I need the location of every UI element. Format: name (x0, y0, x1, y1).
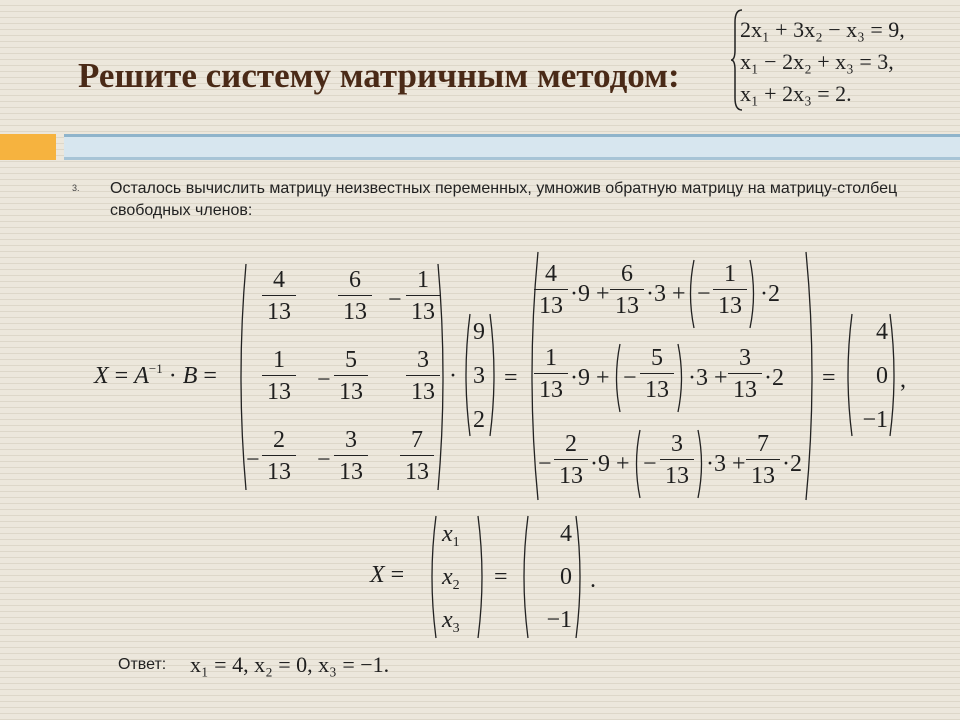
equals-2: = (822, 365, 836, 391)
inverse-a22-sign: − (317, 367, 331, 393)
inverse-a22: 5 13 (334, 348, 368, 404)
main-equation-lhs: $X = A^{-1} \cdot B$ = (94, 361, 217, 389)
inverse-a11: 4 13 (262, 268, 296, 324)
final-result-2: 0 (560, 564, 572, 590)
product-r2-minus: − (623, 365, 637, 391)
product-matrix-right-paren (804, 250, 820, 502)
product-r3-inner-left-paren (632, 428, 642, 500)
step-number: 3. (72, 183, 80, 193)
product-r3-term-c: ·2 (782, 451, 802, 477)
b-vector-left-paren (460, 312, 472, 438)
inverse-a33: 7 13 (400, 428, 434, 484)
product-r2-frac-a: 1 13 (534, 346, 568, 402)
product-r2-frac-c: 3 13 (728, 346, 762, 402)
product-r2-frac-b: 5 13 (640, 346, 674, 402)
final-vars-left-paren (426, 514, 438, 640)
b-vector-2: 3 (473, 363, 485, 389)
product-r2-term-a: ·9 + (570, 365, 610, 391)
b-vector-right-paren (488, 312, 500, 438)
final-result-3: −1 (546, 607, 572, 633)
accent-bar-orange (0, 134, 56, 160)
inverse-a31: 2 13 (262, 428, 296, 484)
answer-text: x₁ = 4, x₂ = 0, x₃ = −1. (190, 652, 390, 677)
product-r1-term-a: ·9 + (570, 281, 610, 307)
equation-system (740, 14, 905, 110)
final-var-1: $x_1$ (442, 521, 460, 550)
final-var-3: $x_3$ (442, 607, 460, 636)
final-period: . (590, 567, 596, 593)
inverse-a21: 1 13 (262, 348, 296, 404)
final-result-1: 4 (560, 521, 572, 547)
equals-1: = (504, 365, 518, 391)
product-r2-term-c: ·2 (764, 365, 784, 391)
product-r1-minus: − (697, 281, 711, 307)
product-r1-inner-left-paren (686, 258, 696, 330)
result-2: 0 (876, 363, 888, 389)
product-r3-frac-a: 2 13 (554, 432, 588, 488)
accent-bar-blue (64, 134, 960, 160)
product-r3-term-b: ·3 + (706, 451, 746, 477)
final-lhs: X = (370, 562, 405, 588)
equation-3: x₁ + 2x₃ = 2. (740, 81, 852, 106)
result-comma: , (900, 367, 906, 393)
product-r3-term-a: ·9 + (590, 451, 630, 477)
product-r1-frac-a: 4 13 (534, 262, 568, 318)
equation-1: 2x₁ + 3x₂ − x₃ = 9, (740, 17, 905, 42)
final-result-left-paren (518, 514, 530, 640)
product-r3-minus-a: − (538, 451, 552, 477)
inverse-a32: 3 13 (334, 428, 368, 484)
final-equals: = (494, 564, 508, 590)
result-1: 4 (876, 319, 888, 345)
product-r3-inner-right-paren (696, 428, 706, 500)
slide-title: Решите систему матричным методом: (78, 56, 680, 95)
product-r3-minus-b: − (643, 451, 657, 477)
final-vars-right-paren (476, 514, 488, 640)
result-3: −1 (862, 407, 888, 433)
b-vector-3: 2 (473, 407, 485, 433)
product-r2-term-b: ·3 + (688, 365, 728, 391)
step-text: Осталось вычислить матрицу неизвестных переменных, умножив обратную матрицу на матрицу-столбец свободных членов: (110, 180, 898, 219)
product-r2-inner-right-paren (676, 342, 686, 414)
product-r1-frac-b: 6 13 (610, 262, 644, 318)
product-r1-inner-right-paren (748, 258, 758, 330)
result-vector-right-paren (888, 312, 900, 438)
inverse-a13-sign: − (388, 287, 402, 313)
product-r3-frac-b: 3 13 (660, 432, 694, 488)
final-result-right-paren (574, 514, 586, 640)
inverse-a12: 6 13 (338, 268, 372, 324)
inverse-a31-sign: − (246, 447, 260, 473)
final-var-2: $x_2$ (442, 564, 460, 593)
equation-2: x₁ − 2x₂ + x₃ = 3, (740, 49, 894, 74)
inverse-a13: 1 13 (406, 268, 440, 324)
product-r3-frac-c: 7 13 (746, 432, 780, 488)
b-vector-1: 9 (473, 319, 485, 345)
product-r1-term-b: ·3 + (646, 281, 686, 307)
product-r2-inner-left-paren (612, 342, 622, 414)
inverse-a32-sign: − (317, 447, 331, 473)
inverse-a23: 3 13 (406, 348, 440, 404)
answer-label: Ответ: (118, 656, 167, 673)
product-r1-frac-c: 1 13 (713, 262, 747, 318)
multiply-dot: · (449, 363, 457, 389)
product-r1-term-c: ·2 (760, 281, 780, 307)
